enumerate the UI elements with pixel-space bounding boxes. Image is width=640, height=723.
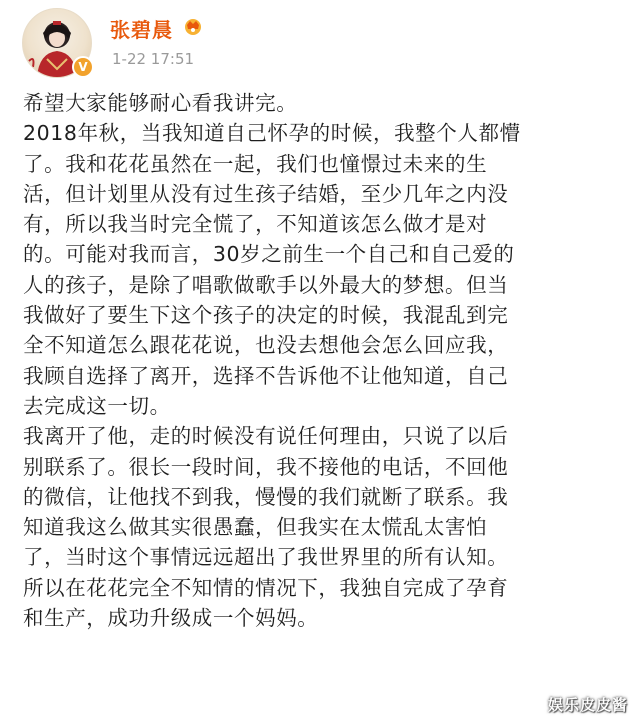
post-paragraph: 我离开了他，走的时候没有说任何理由，只说了以后 别联系了。很长一段时间，我不接他的电话，不回他 的微信，让他找不到我，慢慢的我们就断了联系。我 知道我这么做其实很愚蠢，但我实在太慌乱太害怕 了，当时这个事情远远超出了我世界里的所有认知。 所以在花花完全不知情的情况下，我独自完成了孕育 和生产，成功升级成一个妈妈。 [23, 424, 509, 631]
watermark: 娱乐皮皮酱 [547, 696, 628, 714]
post-paragraph: 希望大家能够耐心看我讲完。 [23, 91, 298, 115]
verified-icon: V [72, 56, 94, 78]
post-header [0, 0, 640, 80]
post-body [23, 88, 623, 633]
post-timestamp: 1-22 17:51 [112, 50, 195, 68]
crown-badge-icon[interactable] [182, 16, 204, 36]
author-name[interactable]: 张碧晨 [110, 18, 173, 42]
post-paragraph: 2018年秋，当我知道自己怀孕的时候，我整个人都懵 了。我和花花虽然在一起，我们也憧憬过未来的生 活，但计划里从没有过生孩子结婚，至少几年之内没 有，所以我当时完全慌了，不知道该怎么做才是对 的。可能对我而言，30岁之前生一个自己和自己爱的 人的孩子，是除了唱歌做歌手以外最大的梦想。但当 我做好了要生下这个孩子的决定的时候，我混乱到完 全不知道怎么跟花花说，也没去想他会怎么回应我， 我顾自选择了离开，选择不告诉他不让他知道，自己 去完成这一切。 [23, 121, 521, 418]
